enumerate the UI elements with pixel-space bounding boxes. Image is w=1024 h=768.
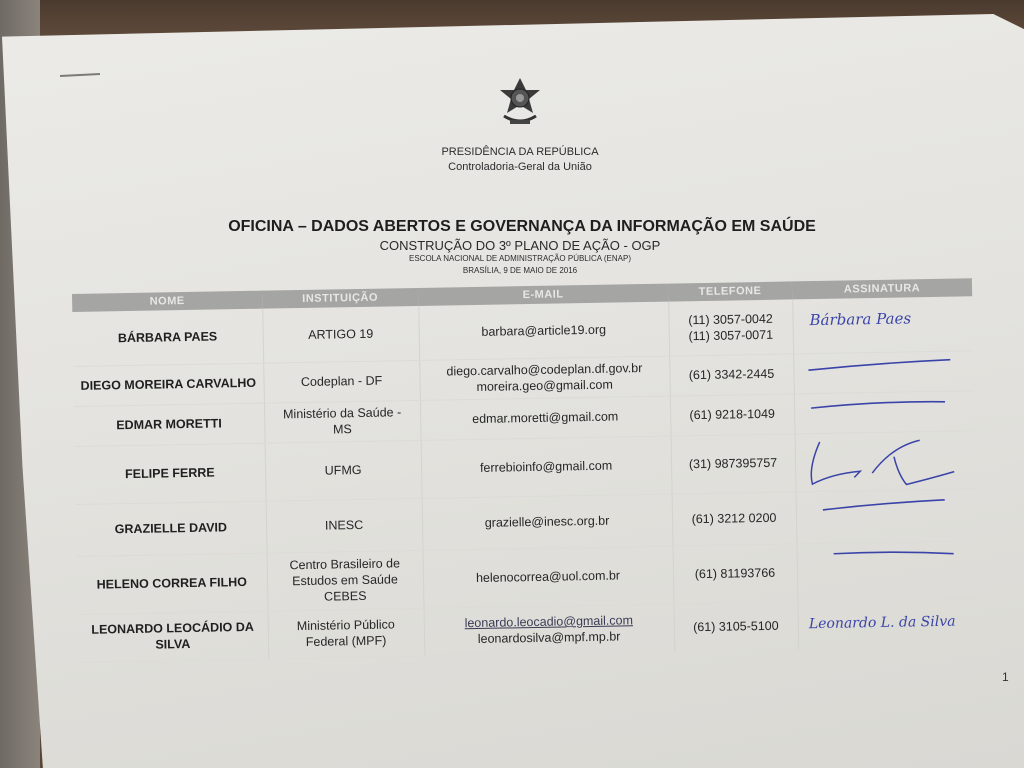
signature-mark bbox=[800, 355, 960, 388]
phone-line: (11) 3057-0071 bbox=[688, 327, 774, 343]
participant-phone: (31) 987395757 bbox=[671, 433, 796, 493]
participant-name: GRAZIELLE DAVID bbox=[76, 501, 267, 556]
participant-email: barbara@article19.org bbox=[418, 302, 669, 360]
column-header-email: E-MAIL bbox=[418, 284, 668, 306]
participant-name: FELIPE FERRE bbox=[75, 443, 266, 504]
institution-line: CEBES bbox=[323, 588, 367, 604]
column-header-phone: TELEFONE bbox=[668, 281, 792, 301]
participant-email: ferrebioinfo@gmail.com bbox=[421, 436, 672, 498]
participant-email: helenocorrea@uol.com.br bbox=[423, 546, 674, 608]
institution-line: Ministério da Saúde - bbox=[282, 405, 402, 422]
svg-text:Leonardo L. da Silva: Leonardo L. da Silva bbox=[808, 613, 956, 632]
document-subtitle: CONSTRUÇÃO DO 3º PLANO DE AÇÃO - OGP bbox=[379, 238, 661, 253]
signature-cell bbox=[794, 390, 975, 433]
participant-phone: (61) 9218-1049 bbox=[670, 393, 795, 435]
signature-mark bbox=[799, 301, 960, 338]
participant-email: grazielle@inesc.org.br bbox=[422, 494, 673, 550]
signature-cell bbox=[797, 598, 978, 649]
venue-line: ESCOLA NACIONAL DE ADMINISTRAÇÃO PÚBLICA (ENAP) bbox=[409, 254, 631, 263]
signature-cell bbox=[796, 488, 977, 543]
column-header-institution: INSTITUIÇÃO bbox=[262, 288, 418, 309]
signature-mark bbox=[800, 395, 960, 428]
participant-email bbox=[424, 604, 675, 656]
institution-line: Ministério Público bbox=[296, 617, 395, 634]
participant-email bbox=[419, 356, 670, 400]
participant-email: edmar.moretti@gmail.com bbox=[420, 396, 671, 440]
participant-phone: (61) 3342-2445 bbox=[669, 353, 794, 395]
page-number: 1 bbox=[1002, 670, 1009, 684]
participant-phone: (61) 3212 0200 bbox=[672, 491, 797, 545]
email-line: diego.carvalho@codeplan.df.gov.br bbox=[446, 361, 643, 379]
signature-cell bbox=[795, 430, 976, 491]
signature-mark bbox=[802, 493, 962, 526]
participant-name: EDMAR MORETTI bbox=[74, 403, 265, 446]
document-title: OFICINA – DADOS ABERTOS E GOVERNANÇA DA INFORMAÇÃO EM SAÚDE bbox=[228, 218, 816, 235]
participant-institution: ARTIGO 19 bbox=[262, 306, 419, 363]
signature-cell bbox=[796, 540, 977, 601]
participant-institution: Codeplan - DF bbox=[263, 360, 420, 403]
participant-institution bbox=[267, 550, 424, 611]
institution-line: Centro Brasileiro de bbox=[289, 556, 401, 573]
attendance-table bbox=[72, 278, 978, 662]
participant-phone: (61) 3105-5100 bbox=[673, 601, 798, 651]
email-line: leonardosilva@mpf.mp.br bbox=[477, 629, 621, 646]
participant-name: BÁRBARA PAES bbox=[72, 309, 263, 366]
signature-cell bbox=[792, 296, 973, 353]
signature-mark bbox=[801, 435, 972, 494]
institution-line: Estudos em Saúde bbox=[292, 572, 398, 589]
phone-line: (11) 3057-0042 bbox=[688, 311, 773, 327]
signature-cell bbox=[793, 350, 974, 393]
column-header-signature: ASSINATURA bbox=[792, 278, 972, 299]
email-line: leonardo.leocadio@gmail.com bbox=[464, 613, 634, 631]
org-line-cgu: Controladoria-Geral da União bbox=[448, 161, 592, 173]
column-header-name: NOME bbox=[72, 291, 262, 312]
participant-name: DIEGO MOREIRA CARVALHO bbox=[73, 363, 264, 406]
participant-name: HELENO CORREA FILHO bbox=[77, 553, 268, 614]
participant-institution: UFMG bbox=[265, 440, 422, 501]
participant-institution: INESC bbox=[266, 498, 423, 553]
coat-of-arms-seal-icon bbox=[496, 76, 544, 130]
institution-line: Federal (MPF) bbox=[305, 633, 387, 649]
email-line: moreira.geo@gmail.com bbox=[476, 377, 613, 394]
institution-line: MS bbox=[332, 422, 352, 437]
org-line-presidency: PRESIDÊNCIA DA REPÚBLICA bbox=[441, 146, 599, 158]
signature-mark bbox=[804, 603, 975, 642]
participant-phone: (61) 81193766 bbox=[672, 543, 797, 603]
signature-mark bbox=[803, 545, 963, 578]
attendance-table-container bbox=[72, 278, 978, 666]
date-line: BRASÍLIA, 9 DE MAIO DE 2016 bbox=[462, 266, 578, 275]
svg-text:Bárbara Paes: Bárbara Paes bbox=[808, 309, 911, 330]
participant-institution bbox=[268, 608, 425, 659]
participant-name: LEONARDO LEOCÁDIO DA SILVA bbox=[78, 611, 269, 662]
participant-institution bbox=[264, 400, 421, 443]
participant-phone bbox=[668, 299, 793, 355]
